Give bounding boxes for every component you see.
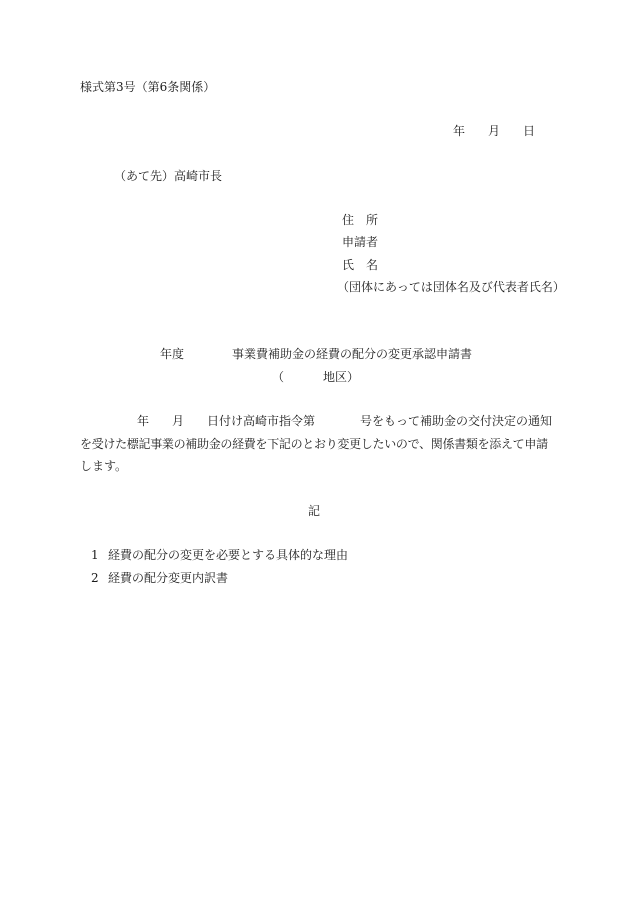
body-line2: を受けた標記事業の補助金の経費を下記のとおり変更したいので、関係書類を添えて申請 <box>80 437 548 451</box>
body-line1-end: 号をもって補助金の交付決定の通知 <box>360 414 553 428</box>
item-text: 経費の配分変更内訳書 <box>108 571 229 585</box>
form-number: 様式第3号（第6条関係） <box>80 80 216 94</box>
body-year-label: 年 <box>137 414 150 428</box>
name-label: 氏 名 <box>342 258 379 272</box>
title-nendo: 年度 <box>160 347 185 361</box>
title-district: 地区） <box>323 370 360 384</box>
body-month-label: 月 <box>172 414 185 428</box>
item-text: 経費の配分の変更を必要とする具体的な理由 <box>108 548 349 562</box>
date-year-label: 年 <box>453 124 466 138</box>
body-date-issued: 日付け高崎市指令第 <box>207 414 316 428</box>
date-month-label: 月 <box>488 124 501 138</box>
page-title: 事業費補助金の経費の配分の変更承認申請書 <box>232 347 473 361</box>
body-line3: します。 <box>80 459 128 473</box>
applicant-label: 申請者 <box>342 235 379 249</box>
date-day-label: 日 <box>523 124 536 138</box>
addressee: （あて先）高崎市長 <box>114 169 223 183</box>
address-label: 住 所 <box>342 213 379 227</box>
ki-heading: 記 <box>308 504 321 518</box>
item-number: 2 <box>91 571 99 585</box>
org-note: （団体にあっては団体名及び代表者氏名） <box>337 280 565 294</box>
item-number: 1 <box>91 548 99 562</box>
title-paren-open: （ <box>272 370 285 384</box>
